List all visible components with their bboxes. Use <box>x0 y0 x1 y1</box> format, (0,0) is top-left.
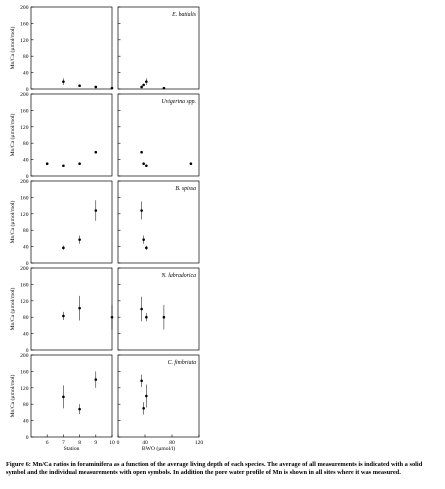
y-tick-label: 120 <box>20 211 29 218</box>
data-point <box>78 238 81 241</box>
panel-frame <box>118 7 199 89</box>
y-tick-label: 0 <box>25 435 29 441</box>
data-point <box>78 307 81 310</box>
data-point <box>145 395 148 398</box>
panel-2 <box>9 179 199 267</box>
panel-frame <box>31 94 112 176</box>
x-tick-label: 7 <box>62 440 65 446</box>
panel-frame <box>31 355 112 437</box>
data-point <box>145 247 148 250</box>
data-point <box>62 164 65 167</box>
panel-0 <box>9 5 199 93</box>
data-point <box>145 164 148 167</box>
x-axis-label-bwo: BWO (µmol/l) <box>141 446 176 452</box>
data-point <box>95 209 98 212</box>
y-tick-label: 200 <box>20 266 29 272</box>
data-point <box>78 162 81 165</box>
data-point <box>142 162 145 165</box>
y-axis-label: Mn/Ca (µmol/mol) <box>10 374 16 418</box>
x-axis-label-station: Station <box>63 446 80 452</box>
y-tick-label: 80 <box>22 402 29 409</box>
y-tick-label: 160 <box>20 21 29 28</box>
data-point <box>111 87 114 90</box>
data-point <box>95 151 98 154</box>
y-tick-label: 160 <box>20 195 29 202</box>
data-point <box>95 378 98 381</box>
species-label: C. fimbriata <box>167 360 196 366</box>
x-tick-label: 0 <box>116 440 120 446</box>
data-point <box>78 84 81 87</box>
y-tick-label: 200 <box>20 5 29 11</box>
y-tick-label: 40 <box>22 157 29 164</box>
species-label: E. batialis <box>172 12 196 18</box>
y-tick-label: 120 <box>20 298 29 305</box>
y-tick-label: 80 <box>22 54 29 61</box>
data-point <box>142 84 145 87</box>
data-point <box>46 162 49 165</box>
x-tick-label: 120 <box>194 440 204 446</box>
y-axis-label: Mn/Ca (µmol/mol) <box>10 200 16 244</box>
data-point <box>78 408 81 411</box>
y-tick-label: 0 <box>25 261 29 267</box>
data-point <box>62 396 65 399</box>
data-point <box>140 308 143 311</box>
panel-frame <box>31 268 112 350</box>
y-tick-label: 160 <box>20 108 29 115</box>
panel-frame <box>118 355 199 437</box>
data-point <box>140 86 143 89</box>
panel-frame <box>31 7 112 89</box>
y-tick-label: 0 <box>25 87 29 93</box>
panel-frame <box>118 94 199 176</box>
y-tick-label: 40 <box>22 418 29 425</box>
y-tick-label: 40 <box>22 331 29 338</box>
panel-1 <box>9 92 199 180</box>
data-point <box>140 209 143 212</box>
y-tick-label: 0 <box>25 348 29 354</box>
data-point <box>111 316 114 319</box>
panel-3 <box>9 266 199 354</box>
y-tick-label: 40 <box>22 70 29 77</box>
x-tick-label: 9 <box>94 440 98 446</box>
y-tick-label: 80 <box>22 141 29 148</box>
y-tick-label: 120 <box>20 37 29 44</box>
x-tick-label: 80 <box>169 440 175 446</box>
y-tick-label: 0 <box>25 174 29 180</box>
figure-caption: Figure 6: Mn/Ca ratios in foraminifera as a function of the average living depth of each species. The average of all measurements is indicated with a solid symbol and the individual measurements with open symbols. In addition the pore water profile of Mn is shown in all sites where it was measured. <box>6 461 423 477</box>
data-point <box>190 162 193 165</box>
x-tick-label: 6 <box>45 440 49 446</box>
y-axis-label: Mn/Ca (µmol/mol) <box>10 113 16 157</box>
data-point <box>145 316 148 319</box>
figure-panels <box>9 5 203 452</box>
y-tick-label: 80 <box>22 228 29 235</box>
species-label: B. spissa <box>175 186 196 192</box>
data-point <box>62 315 65 318</box>
y-tick-label: 120 <box>20 124 29 131</box>
y-axis-label: Mn/Ca (µmol/mol) <box>10 287 16 331</box>
data-point <box>145 80 148 83</box>
data-point <box>163 316 166 319</box>
y-tick-label: 160 <box>20 369 29 376</box>
panel-4 <box>9 353 199 441</box>
y-tick-label: 160 <box>20 282 29 289</box>
data-point <box>62 247 65 250</box>
y-tick-label: 200 <box>20 92 29 98</box>
y-tick-label: 120 <box>20 385 29 392</box>
panel-frame <box>31 181 112 263</box>
y-tick-label: 40 <box>22 244 29 251</box>
data-point <box>140 151 143 154</box>
species-label: Uvigerina spp. <box>161 99 196 105</box>
data-point <box>142 407 145 410</box>
y-tick-label: 200 <box>20 179 29 185</box>
data-point <box>62 80 65 83</box>
x-tick-label: 40 <box>142 440 148 446</box>
x-tick-label: 8 <box>78 440 81 446</box>
y-tick-label: 200 <box>20 353 29 359</box>
panel-frame <box>118 181 199 263</box>
data-point <box>163 87 166 90</box>
species-label: N. labradorica <box>161 273 196 279</box>
data-point <box>95 86 98 89</box>
x-tick-label: 10 <box>109 440 115 446</box>
panel-frame <box>118 268 199 350</box>
y-tick-label: 80 <box>22 315 29 322</box>
data-point <box>142 238 145 241</box>
y-axis-label: Mn/Ca (µmol/mol) <box>10 26 16 70</box>
data-point <box>140 380 143 383</box>
